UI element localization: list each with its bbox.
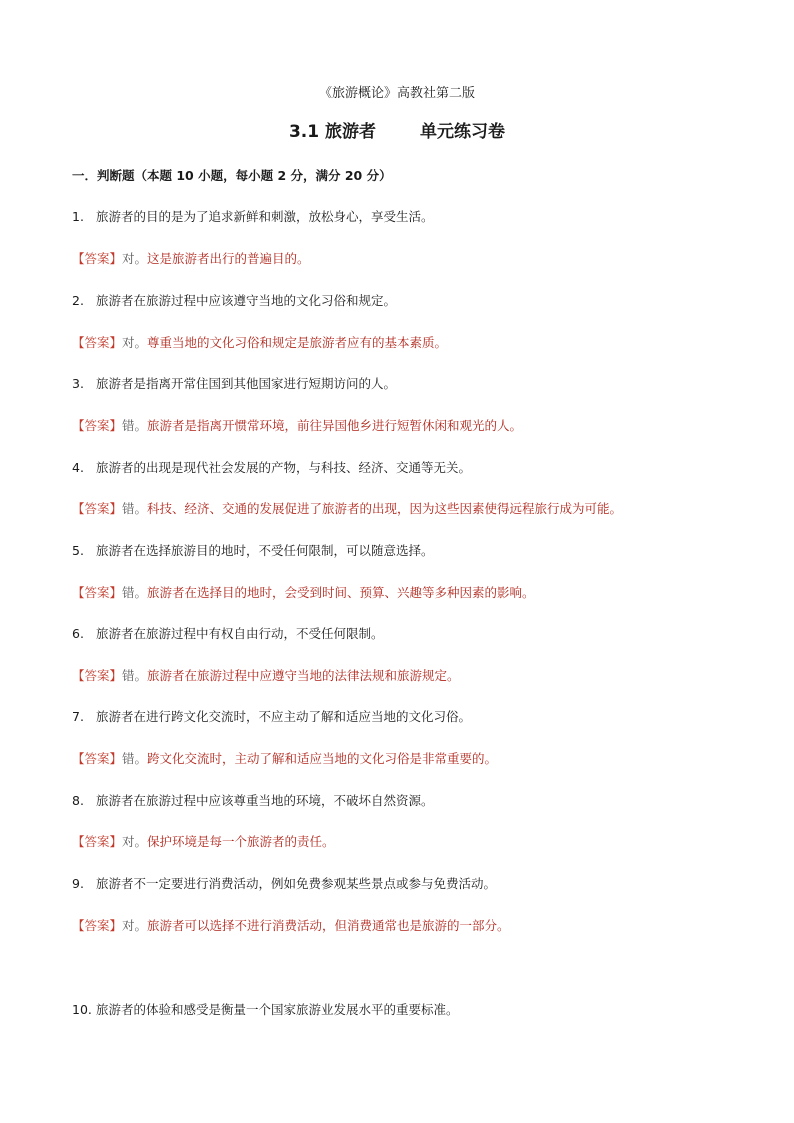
answer-9: 【答案】对。旅游者可以选择不进行消费活动，但消费通常也是旅游的一部分。 bbox=[72, 918, 510, 933]
answer-5: 【答案】错。旅游者在选择目的地时，会受到时间、预算、兴趣等多种因素的影响。 bbox=[72, 585, 535, 600]
answer-8: 【答案】对。保护环境是每一个旅游者的责任。 bbox=[72, 834, 335, 849]
question-4: 4. 旅游者的出现是现代社会发展的产物，与科技、经济、交通等无关。 bbox=[72, 460, 471, 475]
section-heading: 一．判断题（本题 10 小题，每小题 2 分，满分 20 分） bbox=[72, 168, 392, 183]
question-9: 9. 旅游者不一定要进行消费活动，例如免费参观某些景点或参与免费活动。 bbox=[72, 876, 496, 891]
title-exam: 单元练习卷 bbox=[420, 122, 506, 142]
question-8: 8. 旅游者在旅游过程中应该尊重当地的环境，不破坏自然资源。 bbox=[72, 793, 434, 808]
document-title bbox=[0, 117, 794, 142]
question-6: 6. 旅游者在旅游过程中有权自由行动，不受任何限制。 bbox=[72, 626, 384, 641]
question-1: 1. 旅游者的目的是为了追求新鲜和刺激，放松身心，享受生活。 bbox=[72, 209, 434, 224]
answer-6: 【答案】错。旅游者在旅游过程中应遵守当地的法律法规和旅游规定。 bbox=[72, 668, 460, 683]
question-7: 7. 旅游者在进行跨文化交流时，不应主动了解和适应当地的文化习俗。 bbox=[72, 709, 471, 724]
answer-4: 【答案】错。科技、经济、交通的发展促进了旅游者的出现，因为这些因素使得远程旅行成为可能。 bbox=[72, 501, 623, 516]
answer-1: 【答案】对。这是旅游者出行的普遍目的。 bbox=[72, 251, 310, 266]
document-subtitle: 《旅游概论》高教社第二版 bbox=[318, 86, 475, 101]
question-3: 3. 旅游者是指离开常住国到其他国家进行短期访问的人。 bbox=[72, 376, 396, 391]
question-5: 5. 旅游者在选择旅游目的地时，不受任何限制，可以随意选择。 bbox=[72, 543, 434, 558]
answer-3: 【答案】错。旅游者是指离开惯常环境，前往异国他乡进行短暂休闲和观光的人。 bbox=[72, 418, 523, 433]
question-2: 2. 旅游者在旅游过程中应该遵守当地的文化习俗和规定。 bbox=[72, 293, 396, 308]
question-10: 10. 旅游者的体验和感受是衡量一个国家旅游业发展水平的重要标准。 bbox=[72, 1002, 459, 1017]
answer-7: 【答案】错。跨文化交流时，主动了解和适应当地的文化习俗是非常重要的。 bbox=[72, 751, 498, 766]
answer-2: 【答案】对。尊重当地的文化习俗和规定是旅游者应有的基本素质。 bbox=[72, 335, 448, 350]
title-chapter: 3.1 旅游者 bbox=[288, 122, 377, 142]
